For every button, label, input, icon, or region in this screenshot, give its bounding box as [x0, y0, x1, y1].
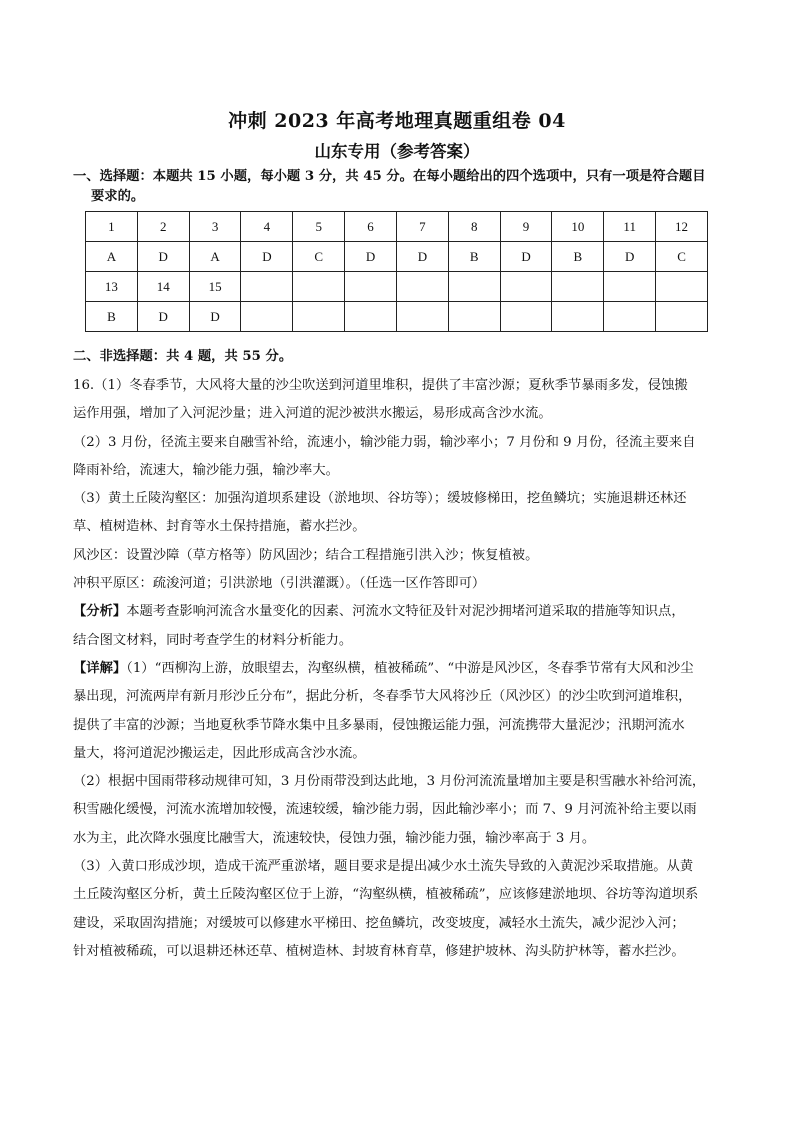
- table-cell: [293, 302, 345, 332]
- analysis-line: 结合图文材料，同时考查学生的材料分析能力。: [73, 632, 353, 648]
- table-cell: [293, 272, 345, 302]
- table-cell: [552, 302, 604, 332]
- section-choice-heading: [73, 167, 723, 207]
- detail-text: （1）“西柳沟上游，放眼望去，沟壑纵横，植被稀疏”、“中游是风沙区，冬春季节常有大风和沙尘: [126, 660, 694, 676]
- table-cell: 12: [656, 212, 708, 242]
- table-row-answers-2: [86, 302, 708, 332]
- detail-line: 量大，将河道泥沙搬运走，因此形成高含沙水流。: [73, 745, 366, 761]
- table-cell: 9: [500, 212, 552, 242]
- table-cell: [448, 302, 500, 332]
- detail-line: （3）入黄口形成沙坝，造成干流严重淤堵，题目要求是提出减少水土流失导致的入黄泥沙采取措施。从黄: [73, 859, 694, 875]
- detail-line: 提供了丰富的沙源；当地夏秋季节降水集中且多暴雨，侵蚀搬运能力强，河流携带大量泥沙；汛期河流水: [73, 717, 685, 733]
- page-title: 冲刺 2023 年高考地理真题重组卷 04: [228, 110, 566, 132]
- table-cell: [448, 272, 500, 302]
- table-cell: A: [189, 242, 241, 272]
- page-subtitle: 山东专用（参考答案）: [314, 142, 480, 161]
- table-row-numbers-1: [86, 212, 708, 242]
- section-nonchoice-heading: 二、非选择题：共 4 题，共 55 分。: [73, 349, 293, 364]
- table-cell: [396, 272, 448, 302]
- detail-line: 暴出现，河流两岸有新月形沙丘分布”，据此分析，冬春季节大风将沙丘（风沙区）的沙尘吹到河道堆积，: [73, 689, 692, 705]
- table-cell: 3: [189, 212, 241, 242]
- table-cell: D: [137, 242, 189, 272]
- table-cell: 4: [241, 212, 293, 242]
- table-cell: D: [189, 302, 241, 332]
- table-cell: D: [137, 302, 189, 332]
- table-cell: [552, 272, 604, 302]
- table-cell: [345, 302, 397, 332]
- table-cell: B: [448, 242, 500, 272]
- analysis-line: [73, 598, 725, 626]
- answer-line: 降雨补给，流速大，输沙能力强，输沙率大。: [73, 462, 339, 478]
- detail-tag: 【详解】: [73, 660, 127, 676]
- detail-line: 水为主，此次降水强度比融雪大，流速较快，侵蚀力强，输沙能力强，输沙率高于 3 月。: [73, 830, 596, 846]
- table-cell: 11: [604, 212, 656, 242]
- table-cell: [500, 302, 552, 332]
- answer-line: 冲积平原区：疏浚河道；引洪淤地（引洪灌溉）。（任选一区作答即可）: [73, 576, 486, 592]
- answer-line: （3）黄土丘陵沟壑区：加强沟道坝系建设（淤地坝、谷坊等）；缓坡修梯田，挖鱼鳞坑；实施退耕还林还: [73, 491, 687, 507]
- table-cell: D: [241, 242, 293, 272]
- detail-line: 针对植被稀疏，可以退耕还林还草、植树造林、封坡育林育草，修建护坡林、沟头防护林等，蓄水拦沙。: [73, 943, 685, 959]
- answer-line: 16.（1）冬春季节，大风将大量的沙尘吹送到河道里堆积，提供了丰富沙源；夏秋季节暴雨多发，侵蚀搬: [73, 378, 688, 393]
- table-cell: A: [86, 242, 138, 272]
- answer-line: （2）3 月份，径流主要来自融雪补给，流速小，输沙能力弱，输沙率小；7 月份和 9 月份，径流主要来自: [73, 434, 696, 450]
- table-cell: 8: [448, 212, 500, 242]
- table-cell: 5: [293, 212, 345, 242]
- analysis-text: 本题考查影响河流含水量变化的因素、河流水文特征及针对泥沙拥堵河道采取的措施等知识点，: [126, 604, 685, 620]
- table-cell: D: [604, 242, 656, 272]
- detail-line: [73, 655, 725, 683]
- table-cell: [241, 302, 293, 332]
- table-cell: B: [86, 302, 138, 332]
- table-cell: D: [345, 242, 397, 272]
- table-cell: [500, 272, 552, 302]
- table-cell: C: [656, 242, 708, 272]
- detail-line: 建设，采取固沟措施；对缓坡可以修建水平梯田、挖鱼鳞坑，改变坡度，减轻水土流失，减少泥沙入河；: [73, 915, 685, 931]
- detail-line: 土丘陵沟壑区分析，黄土丘陵沟壑区位于上游，“沟壑纵横，植被稀疏”，应该修建淤地坝、谷坊等沟道坝系: [73, 887, 699, 903]
- table-cell: [656, 302, 708, 332]
- detail-line: 积雪融化缓慢，河流水流增加较慢，流速较缓，输沙能力弱，因此输沙率小；而 7、9 月河流补给主要以雨: [73, 802, 697, 818]
- table-cell: [396, 302, 448, 332]
- section-choice-line-1: 一、选择题：本题共 15 小题，每小题 3 分，共 45 分。在每小题给出的四个选项中，只有一项是符合题目: [73, 169, 706, 184]
- detail-line: （2）根据中国雨带移动规律可知，3 月份雨带没到达此地，3 月份河流流量增加主要是积雪融水补给河流，: [73, 774, 706, 790]
- analysis-tag: 【分析】: [73, 604, 127, 620]
- table-cell: 14: [137, 272, 189, 302]
- table-cell: 10: [552, 212, 604, 242]
- answer-line: 草、植树造林、封育等水土保持措施，蓄水拦沙。: [73, 519, 366, 535]
- table-cell: B: [552, 242, 604, 272]
- answer-body: [73, 372, 725, 966]
- table-cell: 13: [86, 272, 138, 302]
- table-cell: 15: [189, 272, 241, 302]
- answer-table: [85, 211, 708, 332]
- table-cell: [345, 272, 397, 302]
- table-cell: [241, 272, 293, 302]
- answer-line: 风沙区：设置沙障（草方格等）防风固沙；结合工程措施引洪入沙；恢复植被。: [73, 547, 539, 563]
- table-cell: [604, 272, 656, 302]
- answer-line: 运作用强，增加了入河泥沙量；进入河道的泥沙被洪水搬运，易形成高含沙水流。: [73, 406, 552, 422]
- table-row-answers-1: [86, 242, 708, 272]
- table-cell: [656, 272, 708, 302]
- table-cell: 6: [345, 212, 397, 242]
- section-choice-line-2: 要求的。: [91, 189, 145, 204]
- table-cell: 7: [396, 212, 448, 242]
- table-cell: [604, 302, 656, 332]
- table-cell: 2: [137, 212, 189, 242]
- table-cell: 1: [86, 212, 138, 242]
- table-cell: C: [293, 242, 345, 272]
- table-row-numbers-2: [86, 272, 708, 302]
- table-cell: D: [396, 242, 448, 272]
- table-cell: D: [500, 242, 552, 272]
